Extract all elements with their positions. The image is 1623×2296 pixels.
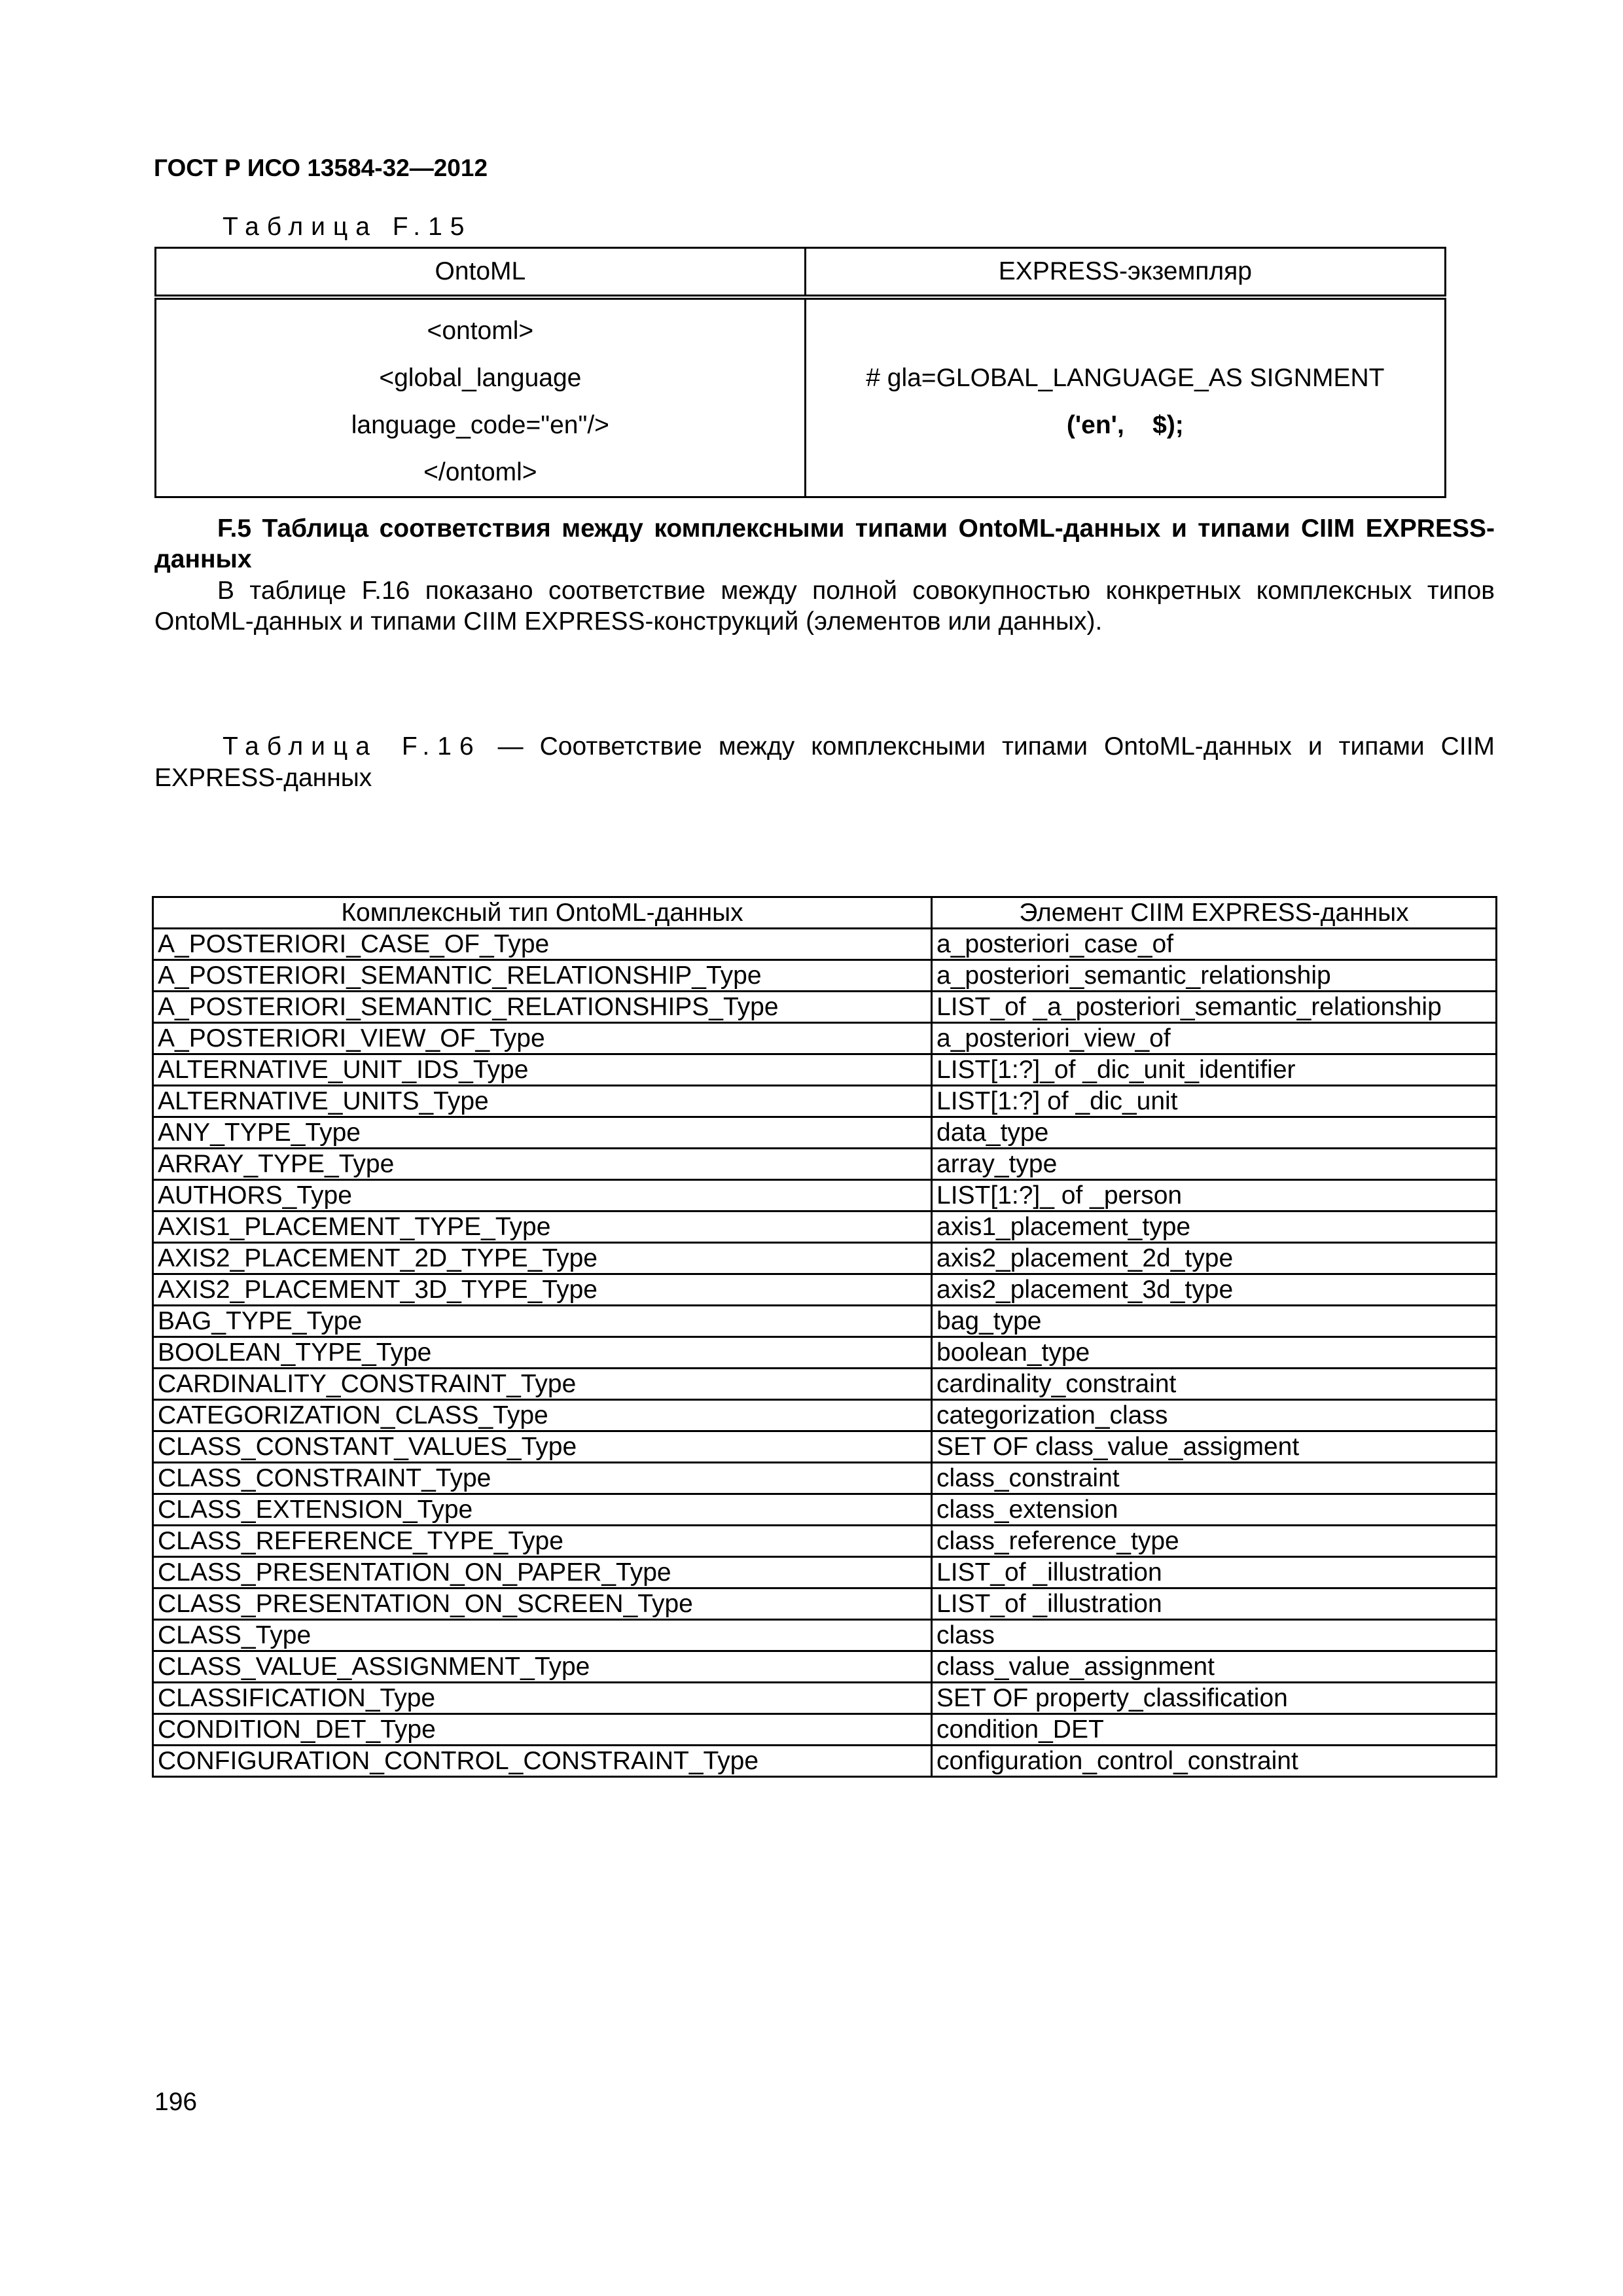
table-f15 [154, 247, 1446, 498]
section-paragraph: В таблице F.16 показано соответствие между полной совокупностью конкретных комплексных типов OntoML-данных и типами CIIM EXPRESS-конструкций (элементов или данных). [154, 577, 1495, 636]
ontoml-type-cell: ARRAY_TYPE_Type [153, 1149, 932, 1180]
table-f15-header-row [156, 248, 1446, 298]
table-row [153, 1557, 1497, 1588]
table-f16-col-ontoml-type: Комплексный тип OntoML-данных [153, 897, 932, 929]
table-f16-col-ciim-element: Элемент CIIM EXPRESS-данных [932, 897, 1497, 929]
ciim-element-cell: class_value_assignment [932, 1651, 1497, 1683]
ciim-element-cell: a_posteriori_semantic_relationship [932, 960, 1497, 992]
table-f16-header-row [153, 897, 1497, 929]
ontoml-type-cell: CLASS_PRESENTATION_ON_SCREEN_Type [153, 1588, 932, 1620]
table-row [153, 1086, 1497, 1117]
ciim-element-cell: SET OF class_value_assigment [932, 1431, 1497, 1463]
ciim-element-cell: class [932, 1620, 1497, 1651]
ciim-element-cell: LIST_of _illustration [932, 1557, 1497, 1588]
table-row [153, 1369, 1497, 1400]
table-row [153, 1274, 1497, 1306]
table-row [153, 1683, 1497, 1714]
table-f16-caption-text: — Соответствие между комплексными типами OntoML-данных и типами CIIM EXPRESS-данных [154, 732, 1495, 792]
ontoml-type-cell: CLASS_Type [153, 1620, 932, 1651]
table-f15-col-ontoml: OntoML [156, 248, 806, 298]
table-f16 [152, 896, 1497, 1778]
table-f16-body [153, 929, 1497, 1777]
ontoml-type-cell: A_POSTERIORI_SEMANTIC_RELATIONSHIPS_Type [153, 992, 932, 1023]
table-row [153, 1023, 1497, 1054]
table-row [153, 1149, 1497, 1180]
express-line [806, 449, 1444, 496]
ontoml-type-cell: CONFIGURATION_CONTROL_CONSTRAINT_Type [153, 1746, 932, 1777]
table-row [153, 1494, 1497, 1526]
table-row [153, 1117, 1497, 1149]
ontoml-type-cell: A_POSTERIORI_VIEW_OF_Type [153, 1023, 932, 1054]
ontoml-type-cell: CATEGORIZATION_CLASS_Type [153, 1400, 932, 1431]
page-number: 196 [154, 2088, 198, 2116]
table-f16-caption-label: Таблица F.16 [223, 732, 482, 761]
express-line: ('en', $); [1066, 411, 1184, 439]
table-f15-express-cell [805, 297, 1445, 497]
ciim-element-cell: LIST_of _illustration [932, 1588, 1497, 1620]
ciim-element-cell: class_reference_type [932, 1526, 1497, 1557]
ciim-element-cell: SET OF property_classification [932, 1683, 1497, 1714]
table-f15-col-express: EXPRESS-экземпляр [805, 248, 1445, 298]
ontoml-type-cell: ALTERNATIVE_UNIT_IDS_Type [153, 1054, 932, 1086]
ciim-element-cell: axis2_placement_2d_type [932, 1243, 1497, 1274]
ontoml-type-cell: AUTHORS_Type [153, 1180, 932, 1211]
table-f15-body-row [156, 297, 1446, 497]
ontoml-type-cell: CLASS_PRESENTATION_ON_PAPER_Type [153, 1557, 932, 1588]
ontoml-type-cell: CARDINALITY_CONSTRAINT_Type [153, 1369, 932, 1400]
ontoml-type-cell: CLASSIFICATION_Type [153, 1683, 932, 1714]
express-line: # gla=GLOBAL_LANGUAGE_AS SIGNMENT [866, 364, 1385, 392]
table-row [153, 1180, 1497, 1211]
table-f15-caption: Таблица F.15 [223, 213, 473, 241]
ontoml-type-cell: AXIS2_PLACEMENT_2D_TYPE_Type [153, 1243, 932, 1274]
ontoml-line: language_code="en"/> [351, 411, 609, 439]
ontoml-type-cell: AXIS1_PLACEMENT_TYPE_Type [153, 1211, 932, 1243]
ciim-element-cell: LIST[1:?]_ of _person [932, 1180, 1497, 1211]
table-f16-caption [154, 731, 1495, 794]
ciim-element-cell: axis1_placement_type [932, 1211, 1497, 1243]
table-row [153, 929, 1497, 960]
ciim-element-cell: LIST[1:?] of _dic_unit [932, 1086, 1497, 1117]
ciim-element-cell: class_constraint [932, 1463, 1497, 1494]
table-row [153, 960, 1497, 992]
ciim-element-cell: boolean_type [932, 1337, 1497, 1369]
ontoml-type-cell: ALTERNATIVE_UNITS_Type [153, 1086, 932, 1117]
ontoml-line: </ontoml> [423, 458, 537, 486]
table-row [153, 1054, 1497, 1086]
ciim-element-cell: a_posteriori_view_of [932, 1023, 1497, 1054]
table-row [153, 1306, 1497, 1337]
ciim-element-cell: a_posteriori_case_of [932, 929, 1497, 960]
ontoml-type-cell: A_POSTERIORI_CASE_OF_Type [153, 929, 932, 960]
table-row [153, 1526, 1497, 1557]
ontoml-type-cell: CLASS_EXTENSION_Type [153, 1494, 932, 1526]
document-header: ГОСТ Р ИСО 13584-32—2012 [154, 154, 488, 181]
table-row [153, 1337, 1497, 1369]
ciim-element-cell: class_extension [932, 1494, 1497, 1526]
ontoml-type-cell: CLASS_CONSTANT_VALUES_Type [153, 1431, 932, 1463]
ciim-element-cell: categorization_class [932, 1400, 1497, 1431]
table-row [153, 1211, 1497, 1243]
ciim-element-cell: bag_type [932, 1306, 1497, 1337]
table-row [153, 1620, 1497, 1651]
ciim-element-cell: array_type [932, 1149, 1497, 1180]
ciim-element-cell: configuration_control_constraint [932, 1746, 1497, 1777]
ciim-element-cell: axis2_placement_3d_type [932, 1274, 1497, 1306]
table-row [153, 1651, 1497, 1683]
table-row [153, 1243, 1497, 1274]
ontoml-type-cell: CLASS_CONSTRAINT_Type [153, 1463, 932, 1494]
table-row [153, 1463, 1497, 1494]
ontoml-type-cell: AXIS2_PLACEMENT_3D_TYPE_Type [153, 1274, 932, 1306]
ciim-element-cell: condition_DET [932, 1714, 1497, 1746]
ontoml-type-cell: CONDITION_DET_Type [153, 1714, 932, 1746]
table-row [153, 1431, 1497, 1463]
ciim-element-cell: data_type [932, 1117, 1497, 1149]
express-line [806, 308, 1444, 355]
ontoml-type-cell: BOOLEAN_TYPE_Type [153, 1337, 932, 1369]
table-row [153, 1588, 1497, 1620]
ontoml-type-cell: ANY_TYPE_Type [153, 1117, 932, 1149]
ontoml-type-cell: A_POSTERIORI_SEMANTIC_RELATIONSHIP_Type [153, 960, 932, 992]
ontoml-line: <global_language [379, 364, 582, 392]
table-row [153, 992, 1497, 1023]
ciim-element-cell: LIST_of _a_posteriori_semantic_relationship [932, 992, 1497, 1023]
ontoml-type-cell: CLASS_VALUE_ASSIGNMENT_Type [153, 1651, 932, 1683]
table-row [153, 1400, 1497, 1431]
ontoml-line: <ontoml> [427, 317, 534, 345]
ciim-element-cell: cardinality_constraint [932, 1369, 1497, 1400]
ontoml-type-cell: CLASS_REFERENCE_TYPE_Type [153, 1526, 932, 1557]
section-heading: F.5 Таблица соответствия между комплексными типами OntoML-данных и типами CIIM EXPRESS-данных [154, 514, 1495, 573]
table-f15-ontoml-cell [156, 297, 806, 497]
ontoml-type-cell: BAG_TYPE_Type [153, 1306, 932, 1337]
table-row [153, 1746, 1497, 1777]
ciim-element-cell: LIST[1:?]_of _dic_unit_identifier [932, 1054, 1497, 1086]
table-row [153, 1714, 1497, 1746]
